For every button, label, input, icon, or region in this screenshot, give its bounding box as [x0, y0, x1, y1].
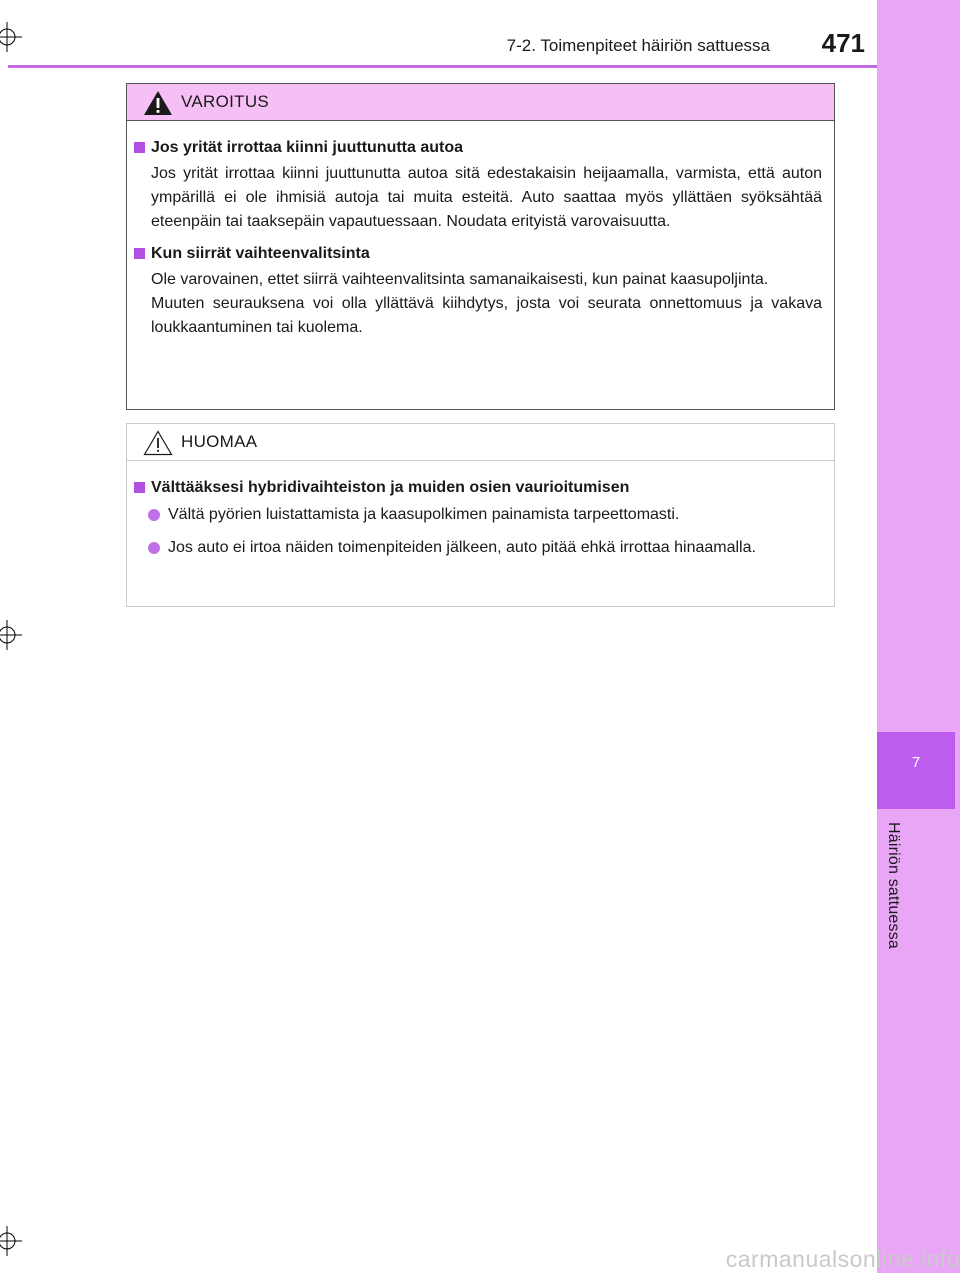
notice-bullet: Jos auto ei irtoa näiden toimenpiteiden jälkeen, auto pitää ehkä irrottaa hinaamalla. — [133, 536, 822, 560]
warning-paragraph: Ole varovainen, ettet siirrä vaihteenvalitsinta samanaikaisesti, kun painat kaasupoljinta. — [151, 271, 769, 288]
warning-box — [126, 83, 835, 410]
circle-bullet-icon — [148, 509, 160, 521]
notice-box — [126, 423, 835, 607]
header-divider — [8, 65, 877, 68]
warning-item-title: Jos yrität irrottaa kiinni juuttunutta autoa — [133, 137, 822, 159]
caution-triangle-icon — [143, 430, 173, 461]
warning-item — [133, 137, 822, 234]
watermark: carmanualsonline.info — [725, 1246, 960, 1272]
notice-label: HUOMAA — [181, 432, 258, 451]
warning-item — [133, 243, 822, 340]
section-heading: 7-2. Toimenpiteet häiriön sattuessa — [506, 36, 770, 55]
circle-bullet-icon — [148, 542, 160, 554]
notice-item-title: Välttääksesi hybridivaihteiston ja muiden osien vaurioitumisen — [133, 477, 822, 499]
warning-header — [127, 84, 834, 121]
notice-header — [127, 424, 834, 461]
square-bullet-icon — [134, 142, 145, 153]
page-number: 471 — [821, 28, 865, 58]
warning-item-title: Kun siirrät vaihteenvalitsinta — [133, 243, 822, 265]
warning-paragraph: Jos yrität irrottaa kiinni juuttunutta autoa sitä edestakaisin heijaamalla, varmista, että auton ympärillä ei ole ihmisiä autoja tai muita esteitä. Auto saattaa myös yllättäen syöksähtää eteenpäin tai taaksepäin vapautuessaan. Noudata erityistä varovaisuutta. — [151, 165, 822, 230]
warning-label: VAROITUS — [181, 92, 270, 111]
square-bullet-icon — [134, 482, 145, 493]
chapter-number: 7 — [911, 754, 921, 771]
square-bullet-icon — [134, 248, 145, 259]
notice-item — [133, 477, 822, 560]
crop-mark-icon — [0, 22, 22, 52]
warning-triangle-icon — [143, 90, 173, 121]
crop-mark-icon — [0, 1226, 22, 1256]
chapter-side-tab — [877, 0, 960, 1273]
notice-bullet: Vältä pyörien luistattamista ja kaasupolkimen painamista tarpeettomasti. — [133, 503, 822, 527]
chapter-title: Häiriön sattuessa — [885, 822, 902, 950]
crop-mark-icon — [0, 620, 22, 650]
chapter-number-block — [877, 732, 955, 809]
warning-paragraph: Muuten seurauksena voi olla yllättävä kiihdytys, josta voi seurata onnettomuus ja vakava loukkaantuminen tai kuolema. — [151, 295, 822, 336]
